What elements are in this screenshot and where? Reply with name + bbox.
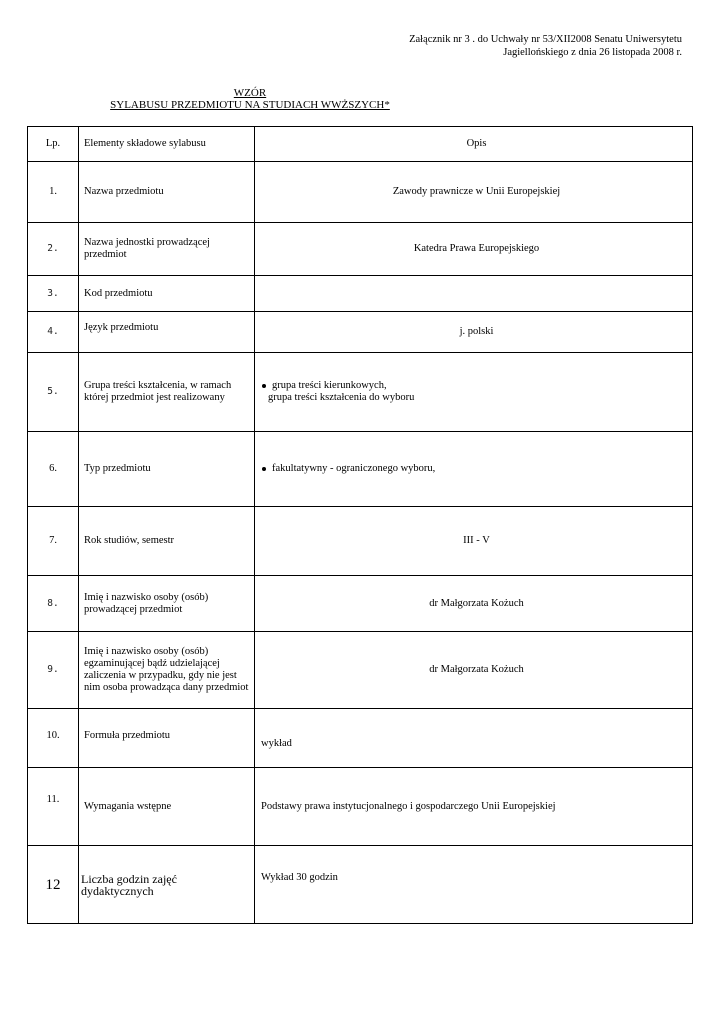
header-elements: Elementy składowe sylabusu [79,127,255,162]
header-line-1: Załącznik nr 3 . do Uchwały nr 53/XII2008 Senatu Uniwersytetu [409,34,682,45]
bullet-icon [262,384,266,388]
row-number: 4. [28,312,79,353]
table-row [28,576,693,632]
row-number: 3. [28,276,79,312]
table-row [28,846,693,924]
row-description: Zawody prawnicze w Unii Europejskiej [255,162,693,223]
row-number: 9. [28,632,79,709]
row-element: Imię i nazwisko osoby (osób) egzaminującej bądź udzielającej zaliczenia w przypadku, gdy nie jest nim osoba prowadząca dany przedmiot [79,632,255,709]
header-lp: Lp. [28,127,79,162]
row-number: 6. [28,432,79,507]
row-number: 7. [28,507,79,576]
header-line-2: Jagiellońskiego z dnia 26 listopada 2008 r. [503,47,682,58]
row-element: Wymagania wstępne [79,768,255,846]
row-description: fakultatywny - ograniczonego wyboru, [255,432,693,507]
table-row [28,432,693,507]
row-element: Imię i nazwisko osoby (osób) prowadzącej przedmiot [79,576,255,632]
table-row [28,709,693,768]
row-number: 1. [28,162,79,223]
row-element: Grupa treści kształcenia, w ramach której przedmiot jest realizowany [79,353,255,432]
header-desc: Opis [255,127,693,162]
table-row [28,632,693,709]
table-row [28,276,693,312]
table-header-row [28,127,693,162]
syllabus-table [27,126,693,924]
row-element: Formuła przedmiotu [79,709,255,768]
row-number: 5. [28,353,79,432]
row-description: Katedra Prawa Europejskiego [255,223,693,276]
row-description: dr Małgorzata Kożuch [255,576,693,632]
row-element: Rok studiów, semestr [79,507,255,576]
table-row [28,768,693,846]
row-description: Podstawy prawa instytucjonalnego i gospodarczego Unii Europejskiej [255,768,693,846]
table-row [28,312,693,353]
row-number: 8. [28,576,79,632]
row-number: 2. [28,223,79,276]
row-number: 10. [28,709,79,768]
row-number: 11. [28,768,79,846]
table-row [28,353,693,432]
row-number: 12 [28,846,79,924]
document-title: WZÓR [233,87,267,99]
row-description: j. polski [255,312,693,353]
bullet-item: grupa treści kierunkowych, [261,380,692,392]
row-element: Kod przedmiotu [79,276,255,312]
row-description [255,276,693,312]
row-description: Wykład 30 godzin [255,846,693,924]
row-element: Nazwa przedmiotu [79,162,255,223]
row-element: Liczba godzin zajęć dydaktycznych [79,846,255,924]
table-row [28,223,693,276]
row-element: Nazwa jednostki prowadzącej przedmiot [79,223,255,276]
bullet-item: grupa treści kształcenia do wyboru [268,392,415,403]
row-description: III - V [255,507,693,576]
table-row [28,162,693,223]
table-row [28,507,693,576]
document-subtitle: SYLABUSU PRZEDMIOTU NA STUDIACH WWŻSZYCH* [110,99,390,111]
document-header [409,33,682,59]
row-element: Typ przedmiotu [79,432,255,507]
row-description: wykład [255,709,693,768]
bullet-icon [262,467,266,471]
row-description [255,353,693,432]
row-element: Język przedmiotu [79,312,255,353]
row-description: dr Małgorzata Kożuch [255,632,693,709]
